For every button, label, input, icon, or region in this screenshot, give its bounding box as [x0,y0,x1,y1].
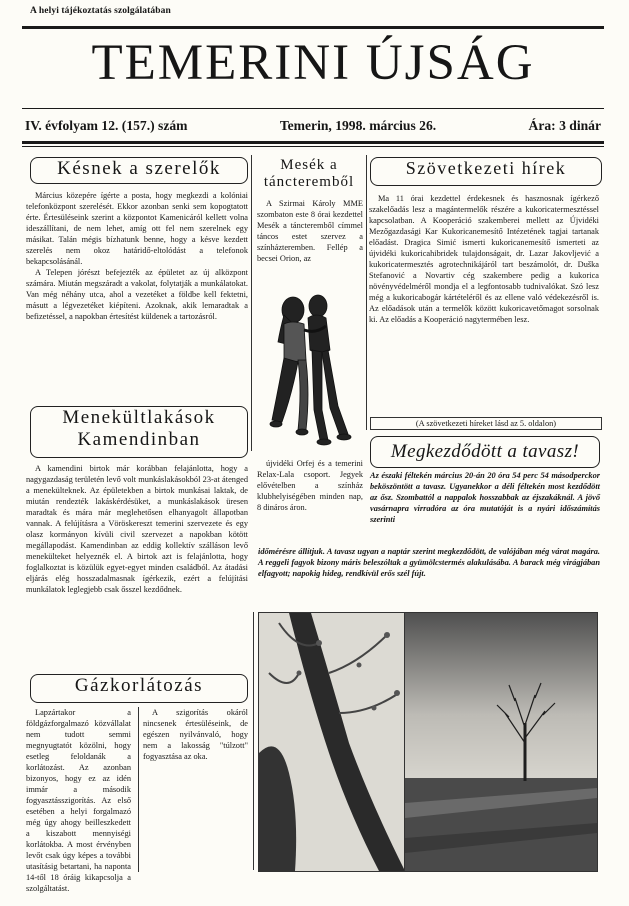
masthead-title: TEMERINI ÚJSÁG [91,35,535,91]
article3-col2-text: A szigorítás okáról nincsenek értesüléseink, de egészen nyilvánvaló, hogy nem a lakosság "túlzott" fogyasztása az oka. [143,708,248,761]
photo-left-rule [253,612,254,870]
masthead-rule-bottom-thin [22,146,604,147]
dancing-couple-illustration [258,290,362,452]
article-title-mesek [255,157,363,191]
article6-title-text: Megkezdődött a tavasz! [390,441,580,462]
article1-para: A Telepen jórészt befejezték az épületet az új alközpont számára. Miután megszáradt a vakolat, folytatják a munkálatokat. Van még néhány utca, ahol a vezetéket a földbe kell fektetni, másutt a légvezetéket kiépíteni. Azoknak, akik lemaradtak a befizetéssel, a napokban értesítést küldenek a tartozásról. [26,268,248,321]
column-divider-2 [366,155,367,430]
article2-body [26,463,248,595]
article5-body [369,193,599,325]
article2-para: A kamendini birtok már korábban felajánlotta, hogy a nagygazdaság területén levő volt munkáslakásokból 23-at átenged a menekülteknek. Az épületekben a birtok munkásai laktak, de miután rendezték lakáskérdésüket, a munkáslakások üresen maradtak és mára már meglehetősen elhanyagolt állapotban vannak. A felújításra a Vöröskereszt temerini szervezete és egy olasz kormányon kívüli civil szervezet a napokban kötött megállapodást. Kamendinban az eddig kollektív szálláson levő menekülteket helyeznék el. A birtok azt is felajánlotta, hogy foglalkoztat is közülük egyet-egyet minden családból. Az átadási eljárás elég hosszadalmasnak ígérkezik, ezért a felújítási munkálatok leglegjebb csak ősszel kezdődnek. [26,464,248,594]
article-title-kesnek [30,157,248,184]
column-divider-1 [251,155,252,451]
blossoming-branch-photo [258,612,406,872]
article4-body-top [257,198,363,264]
article5-note [370,417,602,430]
masthead-rule-top [22,26,604,29]
article3-title-text: Gázkorlátozás [74,675,204,696]
article5-para: Ma 11 órai kezdettel érdekesnek és hasznosnak ígérkező szakelőadás lesz a magántermelők részére a kukoricatermesztéssel kapcsolatban. A Kooperáció szakemberei mellett az Újvidéki Mezőgazdasági Kar Kukoricanemesítő Intézetének tagjai tartanak előadást. Dragica Simić ismerti kukoricanemesítő ismerteti az újvidéki kukoricahibridek tulajdonságait, dr. Lazar Jakovljević a kukoricatermesztés agrotechnikájáról tart beszámolót, dr. Duška Stefanović a Novartiv cég szakembere pedig a kukorica növényvédelméről mondja el a legfontosabb tudnivalókat. Szó lesz még a kukoricabogár kártételéről és az ellene való védekezésről is. Az előadások után a termelők között kukoricavetőmagot sorsolnak ki. Az előadás a Kooperáció nagytermében lesz. [369,194,599,324]
article6-text2: időmérésre állítjuk. A tavasz ugyan a naptár szerint megkezdődött, de valójában még várat magára. A reggeli fagyok bizony máris beleszóltak a gyümölcstermés alakulásába. A barack még virágjában elfagyott; napokig hideg, rendkívül erős szél fújt. [258,547,600,578]
price: Ára: 3 dinár [528,118,601,133]
article5-note-text: (A szövetkezeti híreket lásd az 5. oldalon) [415,419,557,428]
bare-tree-field-photo [404,612,598,872]
masthead-rule-mid [22,108,604,109]
article-title-menekult [30,406,248,458]
article6-body-bottom [258,546,600,579]
masthead-rule-bottom [22,141,604,144]
article6-body-top [370,470,600,525]
article2-title-line2: Kamendinban [77,428,201,450]
article4-body-bottom [257,458,363,513]
article3-column-divider [138,707,139,872]
article-title-szovetkezeti [370,157,602,186]
article1-title-text: Késnek a szerelők [57,158,221,179]
article1-body [26,190,248,322]
article2-title-line1: Menekültlakások [62,407,216,428]
dateline [25,118,601,134]
tagline: A helyi tájékoztatás szolgálatában [30,6,171,16]
place-date: Temerin, 1998. március 26. [279,118,437,133]
article3-col2 [143,707,248,762]
article3-col1-text: Lapzártakor a földgázforgalmazó közvállalat nem tudott semmi megnyugtatót közölni, hogy esetleg feloldanák a korlátozást. Az azonban bizonyos, hogy ez az idén immár a második fogyasztásszigorítás. Az első esetében a helyi forgalmazó még úgy ahogy beilleszkedett a kiszabott mennyiségi korlátokba. A most érvényben levőt csak úgy képes a további utasításig betartani, ha naponta 14-től 18 óráig kikapcsolja a szolgáltatást. [26,708,131,893]
article6-text1: Az északi féltekén március 20-án 20 óra 54 perc 54 másodperckor beköszöntött a tavasz. Ugyanekkor a déli féltekén most kezdődött az ősz. Szombattól a nappalok hosszabbak az éjszakáknál. A jövő vasárnapra virradóra az óra mutatóját is a nyári időszámítás szerinti [370,471,600,524]
article4-title-line1: Mesék a [280,157,338,173]
article5-title-text: Szövetkezeti hírek [405,158,567,178]
article-title-tavasz [370,436,600,468]
issue-number: IV. évfolyam 12. (157.) szám [25,118,188,133]
article4-title-line2: táncteremből [263,173,355,190]
article3-col1 [26,707,131,894]
article4-para-bottom: újvidéki Orfej és a temerini Relax-Lala csoport. Jegyek elővételben a színház klubhelyiségében minden nap, 8 dináros áron. [257,459,363,512]
article1-para: Március közepére ígérte a posta, hogy megkezdi a kolóniai telefonközpont szerelését. Ekkor azonban senki sem kopogtatott érte. Értesüléseink szerint a központot Kamenicáról kellett volna ideszállítani, de nem lehet, amíg ott fel nem szerelnek egy másikat. Talán mégis bízhatunk benne, hogy a késve kezdett szerelés nem okoz határidő-eltolódást a telefonok bekapcsolásánál. [26,191,248,266]
article4-para-top: A Szirmai Károly MME szombaton este 8 órai kezdettel Mesék a táncteremből címmel táncos estet szervez a színházteremben. Fellép a becsei Orion, az [257,199,363,263]
article-title-gaz [30,674,248,703]
